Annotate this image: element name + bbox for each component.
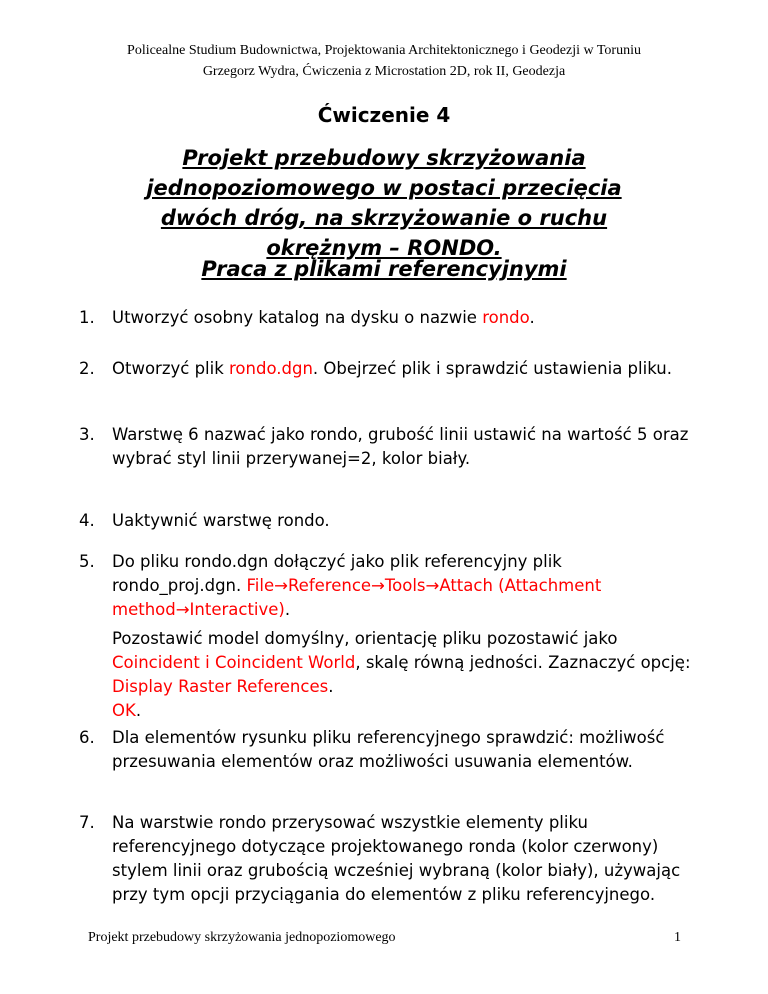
- item-text: Uaktywnić warstwę rondo.: [112, 511, 330, 530]
- list-number: 6.: [79, 728, 95, 747]
- header-institution: Policealne Studium Budownictwa, Projektowania Architektonicznego i Geodezji w Toruniu: [127, 43, 641, 58]
- footer-title: Projekt przebudowy skrzyżowania jednopoziomowego: [88, 930, 396, 945]
- item-text: .: [328, 677, 334, 696]
- list-item-6: [79, 726, 692, 774]
- exercise-title: Ćwiczenie 4: [317, 103, 451, 127]
- list-item-3: [79, 423, 692, 471]
- item-text: Do pliku rondo.dgn dołączyć jako plik referencyjny plik rondo_proj.dgn.: [112, 552, 562, 595]
- item-text: .: [284, 600, 291, 619]
- list-item-2: [79, 357, 692, 381]
- item-text: Warstwę 6 nazwać jako rondo, grubość linii ustawić na wartość 5 oraz wybrać styl linii przerywanej=2, kolor biały.: [112, 425, 689, 468]
- item-text: .: [135, 701, 142, 720]
- page-number: 1: [674, 930, 681, 945]
- item-text: Utworzyć osobny katalog na dysku o nazwie: [112, 308, 483, 327]
- list-item-7: [79, 811, 692, 907]
- list-number: 4.: [79, 511, 95, 530]
- list-item-1: [79, 306, 692, 330]
- item-highlight: rondo.dgn: [229, 359, 313, 378]
- list-number: 1.: [79, 308, 95, 327]
- list-number: 2.: [79, 359, 95, 378]
- item-text: . Obejrzeć plik i sprawdzić ustawienia pliku.: [312, 359, 672, 378]
- list-item-5: [79, 550, 692, 622]
- list-item-4: [79, 509, 692, 533]
- section-title: Praca z plikami referencyjnymi: [201, 257, 567, 281]
- item-highlight-ok: OK: [112, 701, 136, 720]
- item-text: Otworzyć plik: [112, 359, 230, 378]
- project-title: Projekt przebudowy skrzyżowania jednopoziomowego w postaci przecięcia dwóch dróg, na skrzyżowanie o ruchu okrężnym – RONDO.: [146, 146, 622, 260]
- item-highlight: Display Raster References: [112, 677, 329, 696]
- list-number: 5.: [79, 552, 95, 571]
- item-highlight: rondo: [482, 308, 530, 327]
- list-item-5-continuation: [112, 627, 692, 723]
- list-number: 7.: [79, 813, 95, 832]
- item-text: Dla elementów rysunku pliku referencyjnego sprawdzić: możliwość przesuwania elementów oraz możliwości usuwania elementów.: [112, 728, 665, 771]
- item-highlight: Coincident i Coincident World: [112, 653, 356, 672]
- list-number: 3.: [79, 425, 95, 444]
- item-text: Pozostawić model domyślny, orientację pliku pozostawić jako: [112, 629, 618, 648]
- item-text: , skalę równą jedności. Zaznaczyć opcję:: [355, 653, 691, 672]
- item-text: Na warstwie rondo przerysować wszystkie elementy pliku referencyjnego dotyczące projektowanego ronda (kolor czerwony) stylem linii oraz grubością wcześniej wybraną (kolor biały), używając przy tym opcji przyciągania do elementów z pliku referencyjnego.: [112, 813, 681, 904]
- header-course: Grzegorz Wydra, Ćwiczenia z Microstation 2D, rok II, Geodezja: [202, 64, 566, 79]
- item-text: .: [529, 308, 535, 327]
- item-highlight: File→Reference→Tools→Attach (Attachment method→Interactive): [112, 576, 602, 619]
